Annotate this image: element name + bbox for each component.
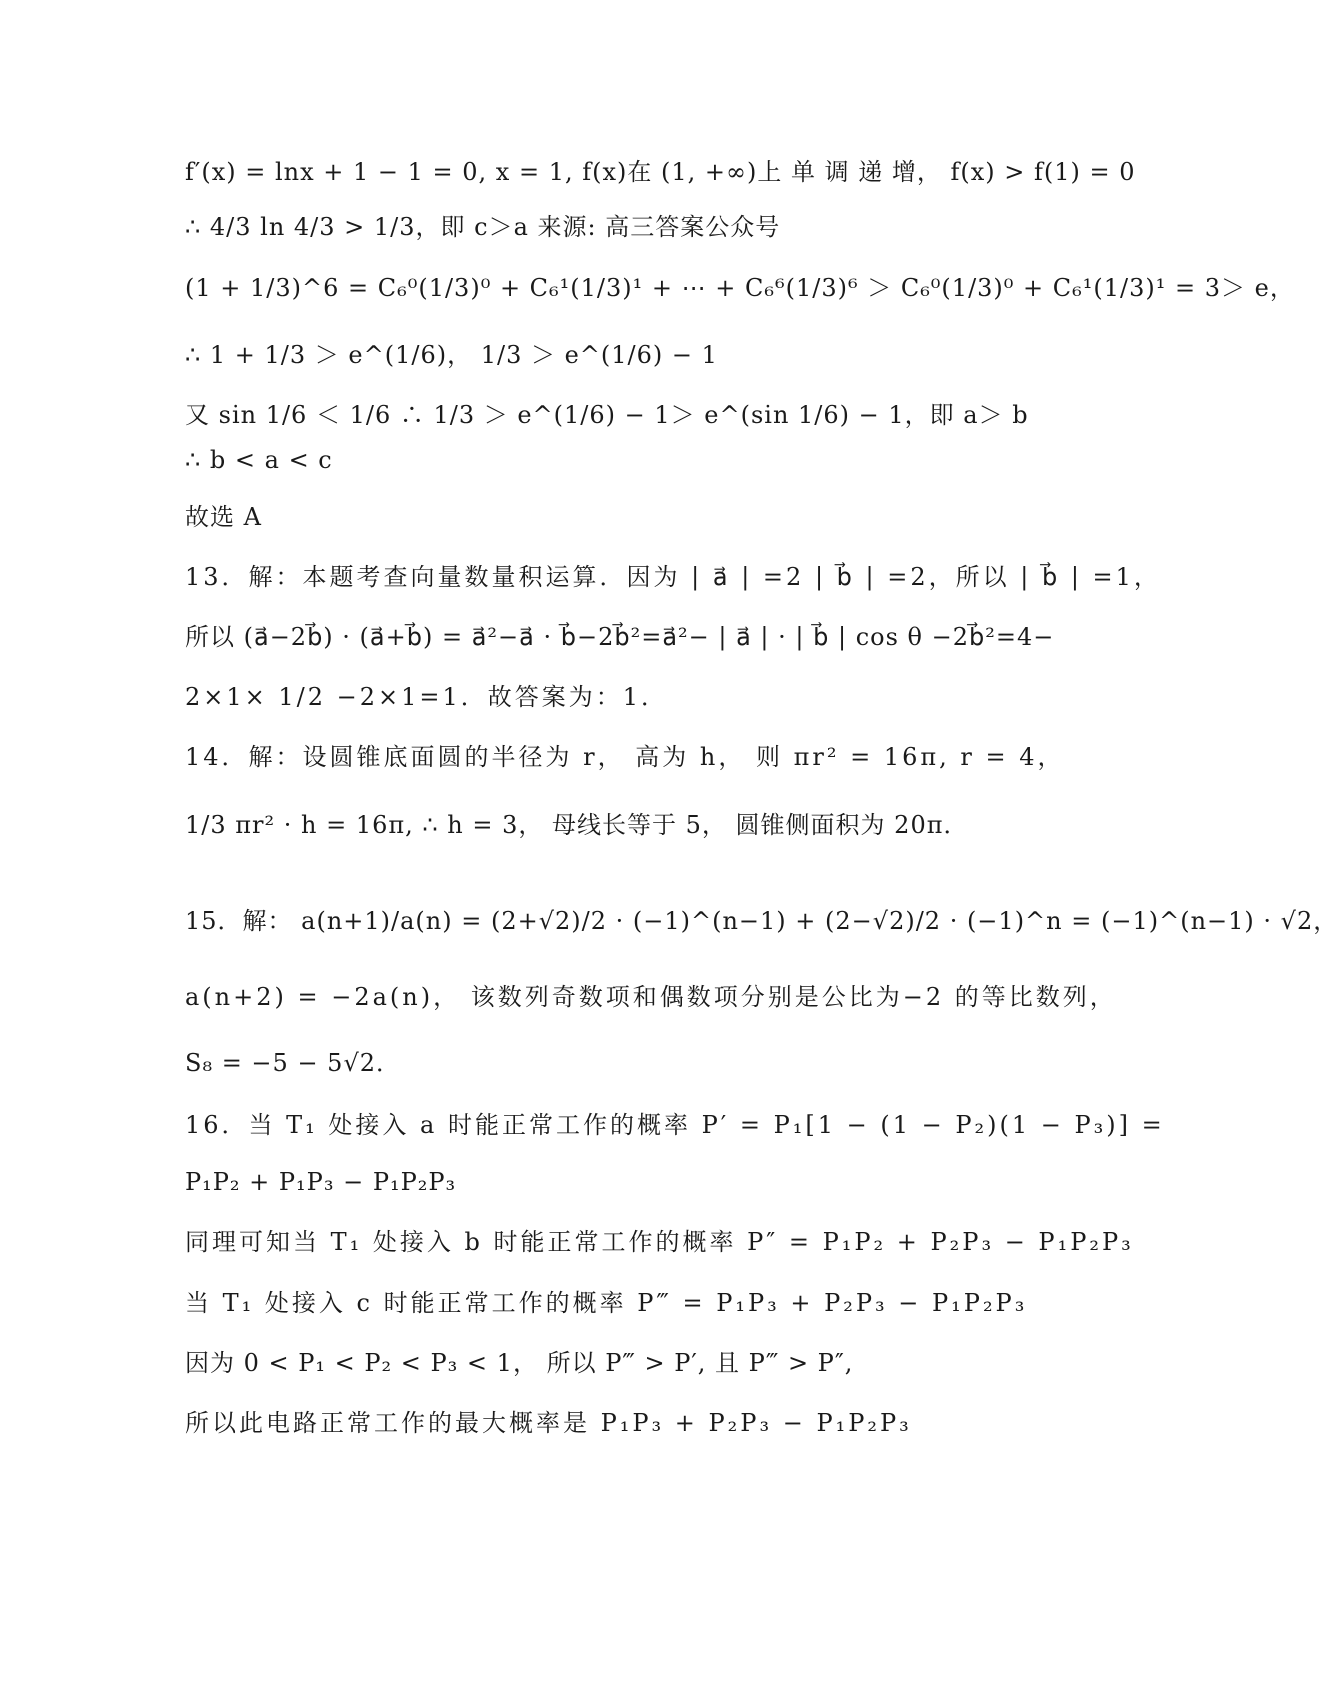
line-q15-sum: S₈ = −5 − 5√2． bbox=[185, 1049, 402, 1077]
line-sin-inequality: 又 sin 1/6 ＜ 1/6 ∴ 1/3 ＞ e^(1/6) − 1＞ e^(sin 1/6) − 1，即 a＞ b bbox=[185, 401, 1029, 429]
line-q16-a-result: P₁P₂ + P₁P₃ − P₁P₂P₃ bbox=[185, 1168, 457, 1196]
line-q16-a: 16．当 T₁ 处接入 a 时能正常工作的概率 P′ = P₁[1 − (1 − P₂)(1 − P₃)] = bbox=[185, 1111, 1165, 1139]
line-conclusion-order: ∴ b < a < c bbox=[185, 446, 333, 474]
line-q16-c: 当 T₁ 处接入 c 时能正常工作的概率 P‴ = P₁P₃ + P₂P₃ − P₁P₂P₃ bbox=[185, 1289, 1028, 1317]
line-derivative: f′(x) = lnx + 1 − 1 = 0, x = 1, f(x)在 (1, +∞)上 单 调 递 增， f(x) > f(1) = 0 bbox=[185, 158, 1136, 186]
line-q15-ratio: 15．解： a(n+1)/a(n) = (2+√2)/2 · (−1)^(n−1) + (2−√2)/2 · (−1)^n = (−1)^(n−1) · √2， bbox=[185, 907, 1338, 935]
line-q16-compare: 因为 0 < P₁ < P₂ < P₃ < 1， 所以 P‴ > P′, 且 P‴ > P″, bbox=[185, 1349, 854, 1377]
line-binomial-expansion: (1 + 1/3)^6 = C₆⁰(1/3)⁰ + C₆¹(1/3)¹ + ⋯ + C₆⁶(1/3)⁶ ＞ C₆⁰(1/3)⁰ + C₆¹(1/3)¹ = 3＞ e， bbox=[185, 274, 1295, 302]
line-q16-b: 同理可知当 T₁ 处接入 b 时能正常工作的概率 P″ = P₁P₂ + P₂P₃ − P₁P₂P₃ bbox=[185, 1228, 1134, 1256]
line-c-gt-a: ∴ 4/3 ln 4/3 > 1/3，即 c＞a 来源: 高三答案公众号 bbox=[185, 213, 781, 241]
line-q14-answer: 1/3 πr² · h = 16π, ∴ h = 3， 母线长等于 5， 圆锥侧面积为 20π． bbox=[185, 811, 969, 839]
line-q14-intro: 14．解：设圆锥底面圆的半径为 r， 高为 h， 则 πr² = 16π, r = 4， bbox=[185, 743, 1065, 771]
line-q13-dot-product: 所以 (a⃗−2b⃗) · (a⃗+b⃗) = a⃗²−a⃗ · b⃗−2b⃗²=a⃗²− | a⃗ | · | b⃗ | cos θ −2b⃗²=4− bbox=[185, 623, 1055, 651]
line-q16-max: 所以此电路正常工作的最大概率是 P₁P₃ + P₂P₃ − P₁P₂P₃ bbox=[185, 1409, 912, 1437]
line-exp-inequality: ∴ 1 + 1/3 ＞ e^(1/6)， 1/3 ＞ e^(1/6) − 1 bbox=[185, 341, 718, 369]
line-answer-a: 故选 A bbox=[185, 503, 262, 531]
line-q13-intro: 13．解：本题考查向量数量积运算．因为 | a⃗ | =2 | b⃗ | =2，所以 | b⃗ | =1， bbox=[185, 563, 1161, 591]
line-q13-answer: 2×1× 1/2 −2×1=1．故答案为：1． bbox=[185, 683, 669, 711]
line-q15-recurrence: a(n+2) = −2a(n)， 该数列奇数项和偶数项分别是公比为−2 的等比数列， bbox=[185, 983, 1117, 1011]
